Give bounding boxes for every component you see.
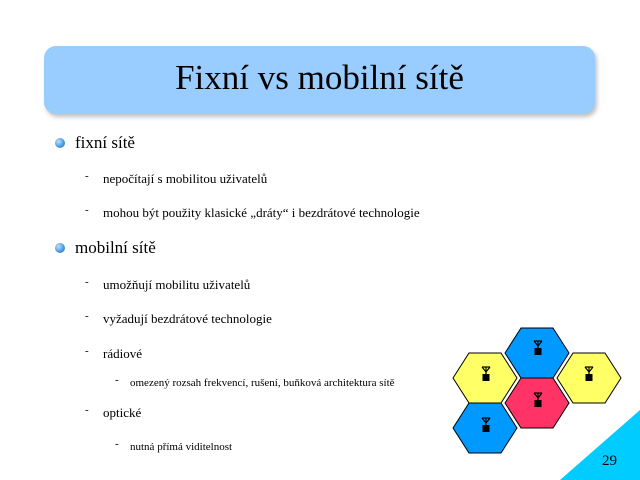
radio-detail: omezený rozsah frekvencí, rušení, buňková architektura sítě [130,377,395,389]
bullet-icon [55,138,65,148]
page-number: 29 [602,453,617,469]
dash-icon: - [85,170,89,182]
dash-icon: - [115,374,119,386]
mobile-item-optical: optické [103,405,142,420]
bullet-icon [55,243,65,253]
antenna-icon [482,367,490,381]
heading-fixed-networks: fixní sítě [75,133,135,152]
dash-icon: - [85,276,89,288]
antenna-icon [534,393,542,407]
cell-right [557,353,621,403]
dash-icon: - [85,345,89,357]
fixed-item-1: nepočítají s mobilitou uživatelů [103,171,268,186]
mobile-item-radio: rádiové [103,346,142,361]
mobile-item-2: vyžadují bezdrátové technologie [103,311,272,326]
fixed-item-2: mohou být použity klasické „dráty“ i bezdrátové technologie [103,205,420,220]
dash-icon: - [85,310,89,322]
antenna-icon [534,341,542,355]
dash-icon: - [85,404,89,416]
cell-left [453,353,517,403]
cell-bottom-left [453,403,517,453]
corner-decoration [560,410,640,480]
cell-top [505,328,569,378]
dash-icon: - [85,204,89,216]
dash-icon: - [115,438,119,450]
optical-detail: nutná přímá viditelnost [130,441,233,453]
mobile-item-1: umožňují mobilitu uživatelů [103,277,251,292]
antenna-icon [482,418,490,432]
title-box [44,46,595,114]
antenna-icon [585,367,593,381]
slide-title: Fixní vs mobilní sítě [175,58,464,97]
heading-mobile-networks: mobilní sítě [75,238,156,257]
